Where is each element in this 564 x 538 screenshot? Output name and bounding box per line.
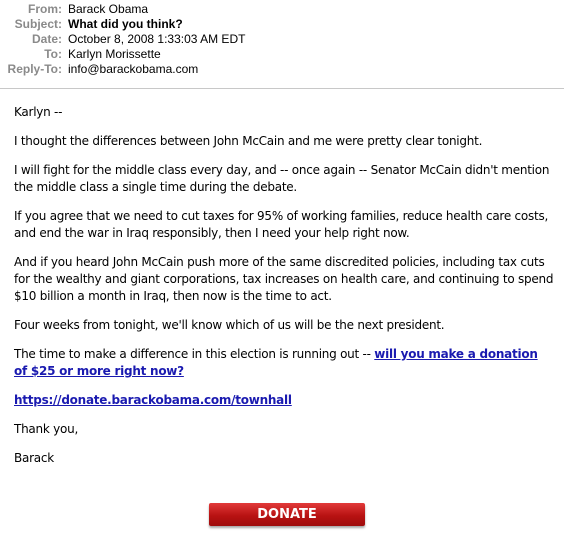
- date-label: Date:: [31, 32, 62, 46]
- url-paragraph: [14, 392, 554, 409]
- donate-25-link[interactable]: will you make a donation of $25 or more right now?: [14, 347, 538, 378]
- donate-button[interactable]: DONATE: [209, 503, 365, 526]
- reply-to-label: Reply-To:: [7, 62, 62, 76]
- thanks-line: Thank you,: [14, 422, 79, 436]
- email-headers: [0, 2, 564, 77]
- to-value[interactable]: Karlyn Morissette: [68, 47, 161, 61]
- date-value: October 8, 2008 1:33:03 AM EDT: [68, 32, 246, 46]
- signature: Barack: [14, 451, 54, 465]
- header-date: [0, 32, 564, 47]
- paragraph-6-text: The time to make a difference in this election is running out --: [14, 347, 371, 361]
- header-from: [0, 2, 564, 17]
- donate-area: [0, 503, 564, 526]
- to-label: To:: [44, 47, 62, 61]
- header-subject: [0, 17, 564, 32]
- header-reply-to: [0, 62, 564, 77]
- header-to: [0, 47, 564, 62]
- townhall-url-link[interactable]: https://donate.barackobama.com/townhall: [14, 393, 292, 407]
- subject-value: What did you think?: [68, 17, 183, 31]
- from-label: From:: [28, 2, 62, 16]
- from-value[interactable]: Barack Obama: [68, 2, 149, 16]
- paragraph-6: [14, 346, 554, 380]
- header-divider: [0, 88, 564, 89]
- greeting: Karlyn --: [14, 105, 63, 119]
- paragraph-2: I will fight for the middle class every day, and -- once again -- Senator McCain didn't mention the middle class a single time during the debate.: [14, 163, 550, 194]
- paragraph-5: Four weeks from tonight, we'll know which of us will be the next president.: [14, 318, 445, 332]
- paragraph-4: And if you heard John McCain push more of the same discredited policies, including tax cuts for the wealthy and giant corporations, tax increases on health care, and continuing to spend $10 billion a month in Iraq, then now is the time to act.: [14, 255, 554, 303]
- paragraph-1: I thought the differences between John McCain and me were pretty clear tonight.: [14, 134, 483, 148]
- email-body: [14, 104, 554, 479]
- paragraph-3: If you agree that we need to cut taxes for 95% of working families, reduce health care costs, and end the war in Iraq responsibly, then I need your help right now.: [14, 209, 549, 240]
- reply-to-value[interactable]: info@barackobama.com: [68, 62, 199, 76]
- subject-label: Subject:: [14, 17, 62, 31]
